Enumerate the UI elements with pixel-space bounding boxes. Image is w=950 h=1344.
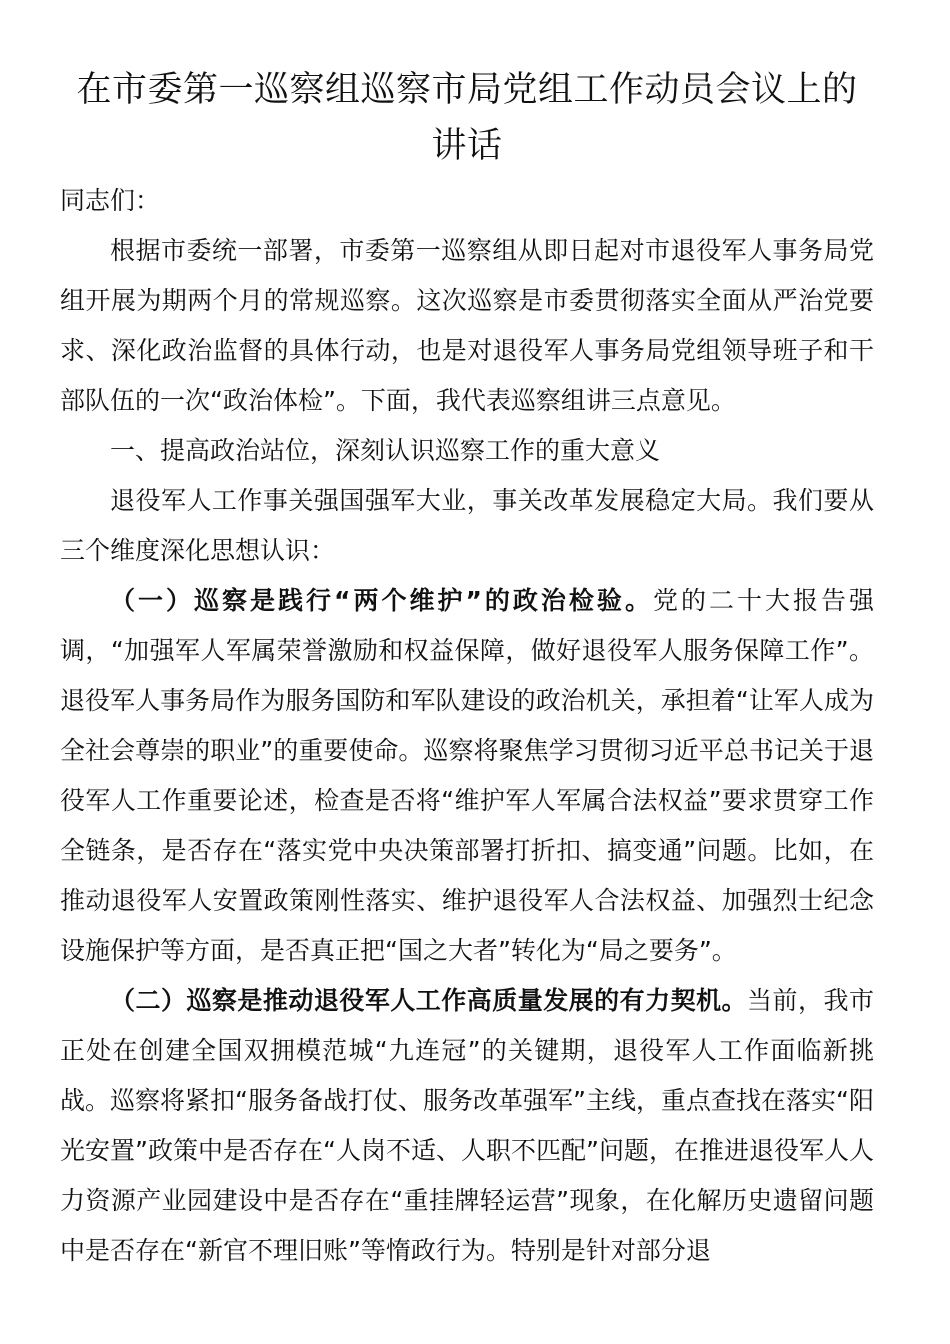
section1-intro-paragraph: 退役军人工作事关强国强军大业，事关改革发展稳定大局。我们要从三个维度深化思想认识： [60, 486, 874, 565]
intro-paragraph: 根据市委统一部署，市委第一巡察组从即日起对市退役军人事务局党组开展为期两个月的常规巡察。这次巡察是市委贯彻落实全面从严治党要求、深化政治监督的具体行动，也是对退役军人事务局党组领导班子和干部队伍的一次“政治体检”。下面，我代表巡察组讲三点意见。 [60, 236, 874, 415]
point1-paragraph [60, 576, 874, 976]
point2-lead: （二）巡察是推动退役军人工作高质量发展的有力契机。 [110, 986, 748, 1015]
section-heading-1: 一、提高政治站位，深刻认识巡察工作的重大意义 [110, 436, 661, 465]
document-title: 在市委第一巡察组巡察市局党组工作动员会议上的讲话 [76, 70, 858, 166]
point1-body: 党的二十大报告强调，“加强军人军属荣誉激励和权益保障，做好退役军人服务保障工作”。退役军人事务局作为服务国防和军队建设的政治机关，承担着“让军人成为全社会尊崇的职业”的重要使命。巡察将聚焦学习贯彻习近平总书记关于退役军人工作重要论述，检查是否将“维护军人军属合法权益”要求贯穿工作全链条，是否存在“落实党中央决策部署打折扣、搞变通”问题。比如，在推动退役军人安置政策刚性落实、维护退役军人合法权益、加强烈士纪念设施保护等方面，是否真正把“国之大者”转化为“局之要务”。 [60, 586, 874, 965]
point2-paragraph [60, 976, 874, 1276]
point2-body: 当前，我市正处在创建全国双拥模范城“九连冠”的关键期，退役军人工作面临新挑战。巡察将紧扣“服务备战打仗、服务改革强军”主线，重点查找在落实“阳光安置”政策中是否存在“人岗不适、人职不匹配”问题，在推进退役军人人力资源产业园建设中是否存在“重挂牌轻运营”现象，在化解历史遗留问题中是否存在“新官不理旧账”等惰政行为。特别是针对部分退 [60, 986, 874, 1265]
salutation: 同志们： [60, 186, 161, 215]
point1-lead: （一）巡察是践行“两个维护”的政治检验。 [110, 586, 653, 615]
